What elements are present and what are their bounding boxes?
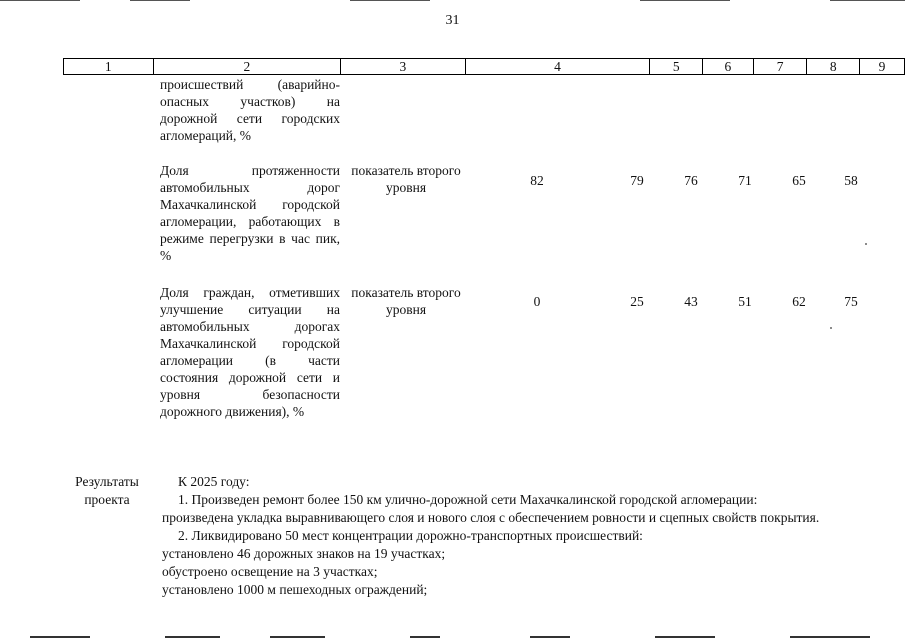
scan-edge-line [655, 636, 715, 638]
results-line: установлено 1000 м пешеходных ограждений; [162, 582, 428, 597]
page-number: 31 [445, 13, 460, 28]
column-number-9: 9 [860, 59, 905, 75]
value-cell: 51 [738, 294, 752, 309]
scan-speck [865, 243, 867, 245]
indicator-description: Доля граждан, отметивших улучшение ситуации на автомобильных дорогах Махачкалинской городской агломерации (в части состояния дорожной сети и уровня безопасности дорожного движения), % [160, 285, 340, 419]
column-number-8: 8 [807, 59, 860, 75]
indicator-level: показатель второго уровня [351, 285, 461, 317]
indicator-description: Доля протяженности автомобильных дорог Махачкалинской городской агломерации, работающих в режиме перегрузки в час пик, % [160, 163, 340, 263]
scan-edge-line [830, 0, 905, 1]
table-header [63, 58, 905, 75]
results-line: установлено 46 дорожных знаков на 19 участках; [162, 546, 446, 561]
column-number-6: 6 [703, 59, 754, 75]
value-cell: 25 [630, 294, 644, 309]
scan-edge-line [0, 0, 80, 1]
value-cell: 76 [684, 173, 698, 188]
scan-edge-line [350, 0, 430, 1]
column-number-7: 7 [753, 59, 807, 75]
column-number-4: 4 [465, 59, 650, 75]
value-cell: 0 [533, 294, 541, 309]
scan-edge-line [130, 0, 190, 1]
scan-edge-line [790, 636, 870, 638]
results-line: 1. Произведен ремонт более 150 км улично-дорожной сети Махачкалинской городской агломерации: [178, 492, 758, 507]
results-label: Результаты проекта [75, 474, 139, 507]
value-cell: 79 [630, 173, 644, 188]
column-number-5: 5 [650, 59, 703, 75]
scan-edge-line [530, 636, 570, 638]
value-cell: 58 [844, 173, 858, 188]
value-cell: 65 [792, 173, 806, 188]
value-cell: 82 [530, 173, 544, 188]
column-number-2: 2 [153, 59, 341, 75]
results-line: 2. Ликвидировано 50 мест концентрации дорожно-транспортных происшествий: [178, 528, 643, 543]
column-number-1: 1 [64, 59, 154, 75]
results-line: произведена укладка выравнивающего слоя и нового слоя с обеспечением ровности и сцепных свойств покрытия. [162, 510, 820, 525]
scan-edge-line [410, 636, 440, 638]
value-cell: 71 [738, 173, 752, 188]
scan-edge-line [640, 0, 730, 1]
scan-edge-line [270, 636, 325, 638]
results-line: обустроено освещение на 3 участках; [162, 564, 378, 579]
results-text [162, 473, 870, 599]
scan-edge-line [30, 636, 90, 638]
column-number-3: 3 [341, 59, 466, 75]
results-line: К 2025 году: [178, 474, 250, 489]
value-cell: 75 [844, 294, 858, 309]
indicator-level: показатель второго уровня [351, 163, 461, 195]
scan-edge-line [165, 636, 220, 638]
scan-speck [830, 327, 832, 329]
value-cell: 43 [684, 294, 698, 309]
value-cell: 62 [792, 294, 806, 309]
indicator-description: происшествий (аварийно-опасных участков) на дорожной сети городских агломераций, % [160, 77, 340, 143]
